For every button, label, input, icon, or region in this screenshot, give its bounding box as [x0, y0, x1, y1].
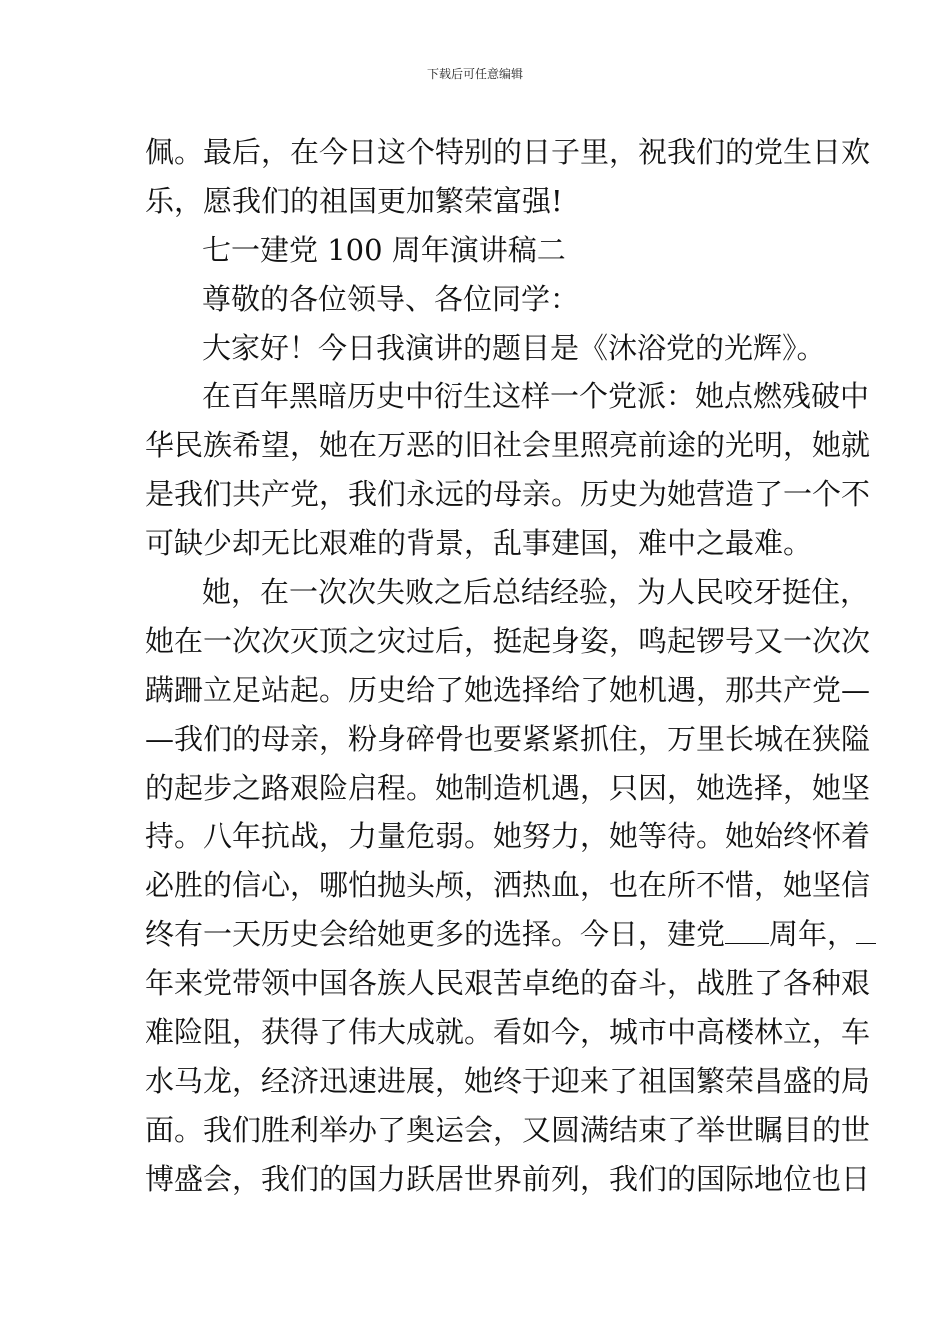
paragraph-line: —我们的母亲，粉身碎骨也要紧紧抓住，万里长城在狭隘: [145, 721, 871, 756]
paragraph-line: 在百年黑暗历史中衍生这样一个党派：她点燃残破中: [202, 379, 870, 414]
paragraph-line: 佩。最后，在今日这个特别的日子里，祝我们的党生日欢: [145, 135, 871, 169]
salutation: 尊敬的各位领导、各位同学：: [202, 281, 580, 316]
page-header: 下载后可任意编辑: [426, 67, 523, 81]
paragraph-line: 面。我们胜利举办了奥运会，又圆满结束了举世瞩目的世: [145, 1112, 871, 1147]
paragraph-line: 必胜的信心，哪怕抛头颅，洒热血，也在所不惜，她坚信: [145, 868, 871, 903]
paragraph-line: 她在一次次灭顶之灾过后，挺起身姿，鸣起锣号又一次次: [145, 623, 871, 658]
paragraph-line: 水马龙，经济迅速进展，她终于迎来了祖国繁荣昌盛的局: [145, 1063, 871, 1098]
paragraph-line: [145, 910, 857, 959]
fill-blank: [856, 913, 876, 944]
paragraph-line: 可缺少却无比艰难的背景，乱事建国，难中之最难。: [145, 526, 813, 561]
paragraph-line: 乐，愿我们的祖国更加繁荣富强!: [145, 183, 563, 218]
paragraph-line: 蹒跚立足站起。历史给了她选择给了她机遇，那共产党—: [145, 672, 871, 707]
fill-blank: [725, 913, 769, 944]
section-title: 七一建党 100 周年演讲稿二: [202, 232, 566, 267]
paragraph-line: 她，在一次次失败之后总结经验，为人民咬牙挺住，: [202, 575, 870, 610]
line-text: 终有一天历史会给她更多的选择。今日，建党: [145, 917, 726, 952]
paragraph-line: 博盛会，我们的国力跃居世界前列，我们的国际地位也日: [145, 1161, 871, 1196]
line-text: 周年，: [769, 917, 857, 952]
paragraph-line: 难险阻，获得了伟大成就。看如今，城市中高楼林立，车: [145, 1015, 871, 1050]
document-body: [145, 128, 871, 1204]
paragraph-line: 华民族希望，她在万恶的旧社会里照亮前途的光明，她就: [145, 428, 871, 463]
paragraph-line: 大家好！今日我演讲的题目是《沐浴党的光辉》。: [202, 330, 826, 365]
paragraph-line: 是我们共产党，我们永远的母亲。历史为她营造了一个不: [145, 477, 871, 512]
paragraph-line: 的起步之路艰险启程。她制造机遇，只因，她选择，她坚: [145, 770, 871, 805]
paragraph-line: 持。八年抗战，力量危弱。她努力，她等待。她始终怀着: [145, 819, 871, 854]
paragraph-line: 年来党带领中国各族人民艰苦卓绝的奋斗，战胜了各种艰: [145, 966, 871, 1001]
